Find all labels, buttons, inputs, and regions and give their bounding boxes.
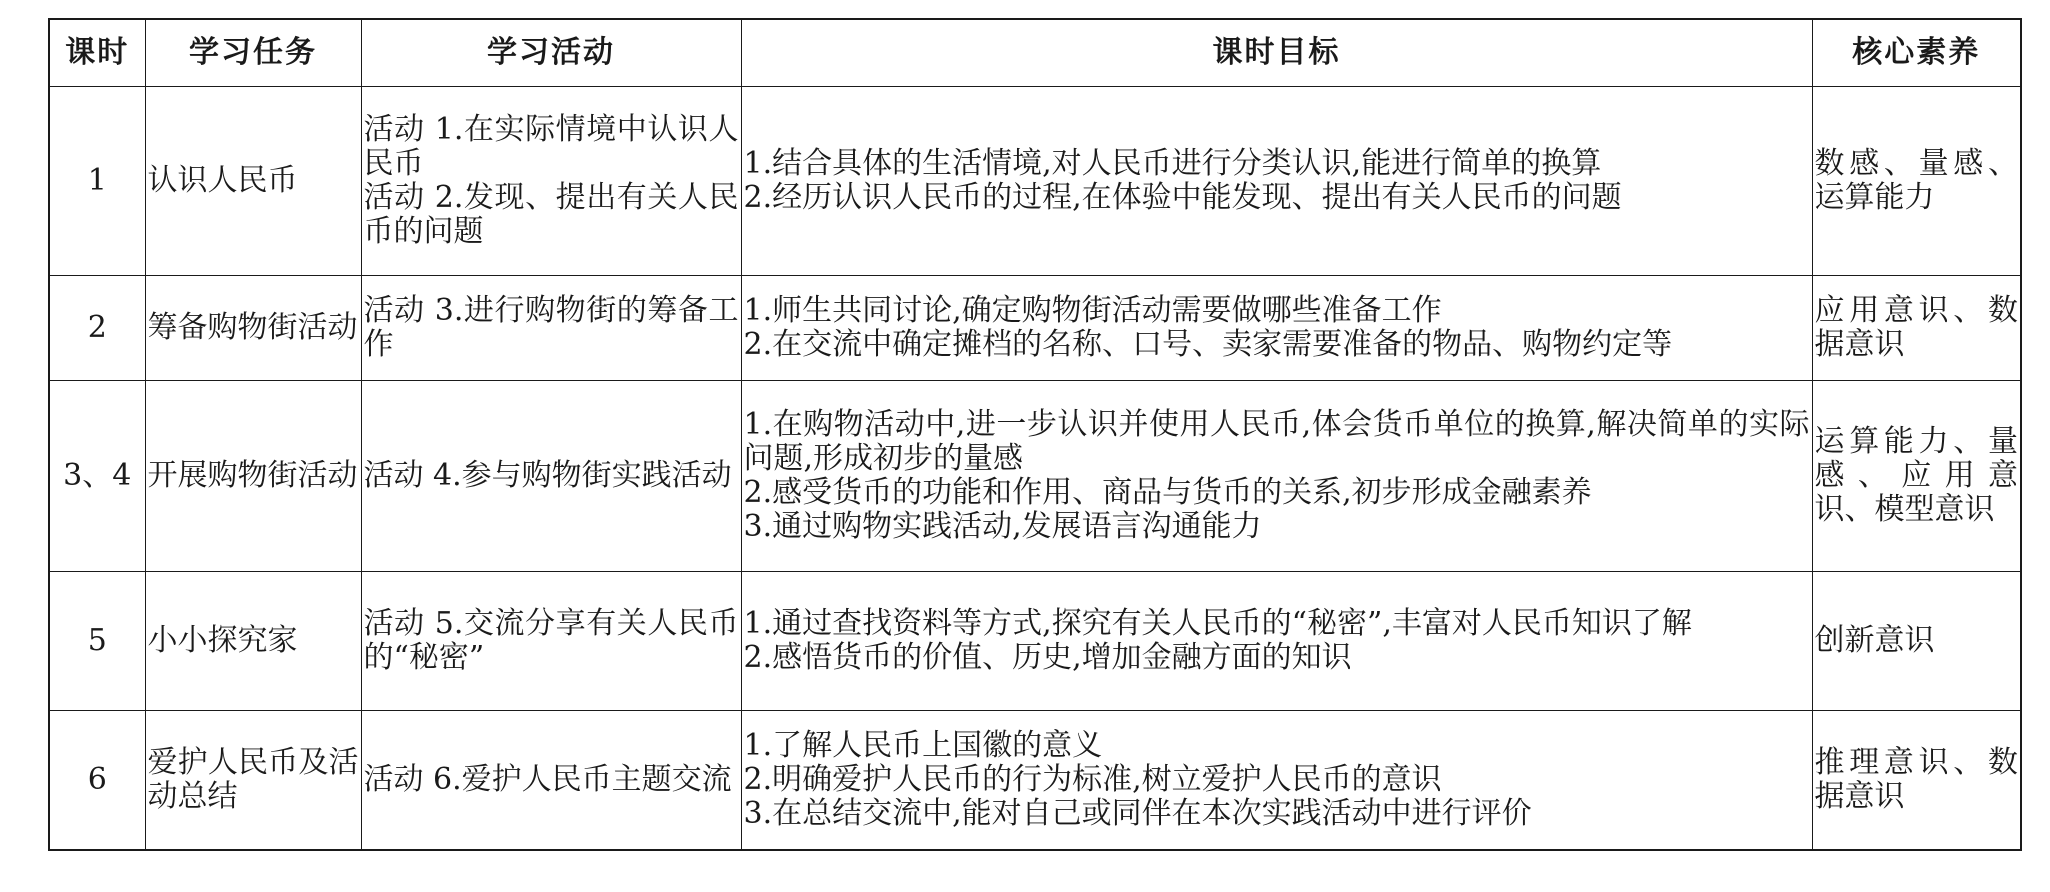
competency-cell: 数感、量感、运算能力	[1812, 87, 2021, 276]
header-period: 课时	[49, 19, 145, 87]
header-goals: 课时目标	[741, 19, 1812, 87]
header-row	[49, 19, 2021, 87]
header-competency: 核心素养	[1812, 19, 2021, 87]
goal-line: 2.感悟货币的价值、历史,增加金融方面的知识	[743, 640, 1352, 675]
goal-line: 3.在总结交流中,能对自己或同伴在本次实践活动中进行评价	[743, 796, 1532, 831]
table-row	[49, 87, 2021, 276]
activity-line: 活动 3.进行购物街的筹备工作	[363, 293, 739, 362]
task-cell: 小小探究家	[145, 572, 361, 711]
table-row	[49, 572, 2021, 711]
goal-line: 1.在购物活动中,进一步认识并使用人民币,体会货币单位的换算,解决简单的实际问题,形成初步的量感	[743, 407, 1810, 476]
header-activity: 学习活动	[361, 19, 741, 87]
goals-cell	[741, 276, 1812, 381]
goal-line: 2.在交流中确定摊档的名称、口号、卖家需要准备的物品、购物约定等	[743, 327, 1673, 362]
goals-cell	[741, 711, 1812, 851]
activity-line: 活动 5.交流分享有关人民币的“秘密”	[363, 606, 739, 675]
task-cell: 开展购物街活动	[145, 381, 361, 572]
table-row	[49, 711, 2021, 851]
activity-line: 活动 2.发现、提出有关人民币的问题	[363, 180, 739, 249]
goals-cell	[741, 87, 1812, 276]
goal-line: 1.通过查找资料等方式,探究有关人民币的“秘密”,丰富对人民币知识了解	[743, 606, 1692, 641]
competency-cell: 创新意识	[1812, 572, 2021, 711]
goal-line: 1.了解人民币上国徽的意义	[743, 728, 1103, 763]
activity-line: 活动 1.在实际情境中认识人民币	[363, 112, 739, 181]
competency-cell: 运算能力、量感、应用意识、模型意识	[1812, 381, 2021, 572]
activity-cell	[361, 572, 741, 711]
table-row	[49, 276, 2021, 381]
activity-line: 活动 6.爱护人民币主题交流	[363, 762, 732, 797]
header-task: 学习任务	[145, 19, 361, 87]
goal-line: 1.结合具体的生活情境,对人民币进行分类认识,能进行简单的换算	[743, 146, 1602, 181]
lesson-plan-table	[48, 18, 2022, 851]
goals-cell	[741, 381, 1812, 572]
task-cell: 爱护人民币及活动总结	[145, 711, 361, 851]
goal-line: 2.明确爱护人民币的行为标准,树立爱护人民币的意识	[743, 762, 1442, 797]
activity-cell	[361, 87, 741, 276]
activity-cell	[361, 276, 741, 381]
competency-cell: 推理意识、数据意识	[1812, 711, 2021, 851]
goal-line: 2.经历认识人民币的过程,在体验中能发现、提出有关人民币的问题	[743, 180, 1622, 215]
competency-cell: 应用意识、数据意识	[1812, 276, 2021, 381]
goal-line: 2.感受货币的功能和作用、商品与货币的关系,初步形成金融素养	[743, 475, 1592, 510]
goal-line: 3.通过购物实践活动,发展语言沟通能力	[743, 509, 1262, 544]
period-cell: 3、4	[49, 381, 145, 572]
table-row	[49, 381, 2021, 572]
period-cell: 2	[49, 276, 145, 381]
task-cell: 筹备购物街活动	[145, 276, 361, 381]
activity-line: 活动 4.参与购物街实践活动	[363, 458, 732, 493]
period-cell: 1	[49, 87, 145, 276]
goal-line: 1.师生共同讨论,确定购物街活动需要做哪些准备工作	[743, 293, 1442, 328]
period-cell: 5	[49, 572, 145, 711]
task-cell: 认识人民币	[145, 87, 361, 276]
period-cell: 6	[49, 711, 145, 851]
activity-cell	[361, 381, 741, 572]
goals-cell	[741, 572, 1812, 711]
activity-cell	[361, 711, 741, 851]
